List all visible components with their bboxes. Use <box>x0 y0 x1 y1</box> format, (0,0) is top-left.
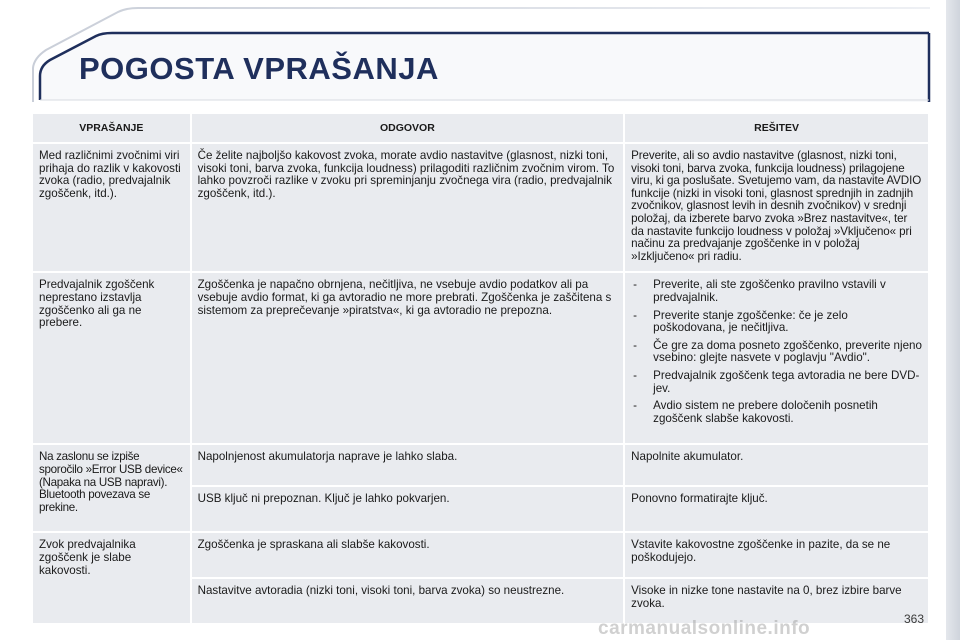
watermark: carmanualsonline.info <box>598 618 811 639</box>
list-item: - Predvajalnik zgoščenk tega avtoradia ne bere DVD-jev. <box>631 370 922 395</box>
solution-cell: Vstavite kakovostne zgoščenke in pazite, da se ne poškodujejo. <box>624 532 929 578</box>
question-cell: Predvajalnik zgoščenk neprestano izstavlja zgoščenko ali ga ne prebere. <box>32 272 191 444</box>
list-item: - Avdio sistem ne prebere določenih posnetih zgoščenk slabše kakovosti. <box>631 400 922 425</box>
solution-list <box>631 279 922 425</box>
answer-cell: Napolnjenost akumulatorja naprave je lahko slaba. <box>191 444 625 486</box>
table-header-row <box>32 113 929 143</box>
question-cell: Na zaslonu se izpiše sporočilo »Error USB device« (Napaka na USB napravi). Bluetooth povezava se prekine. <box>32 444 191 532</box>
answer-cell: Če želite najboljšo kakovost zvoka, morate avdio nastavitve (glasnost, nizki toni, visoki toni, barva zvoka, funkcija loudness) prilagoditi različnim zvočnim virom. To lahko povzroči razlike v zvoku pri spreminjanju zvočnega vira (radio, predvajalnik zgoščenk, itd.). <box>191 143 625 272</box>
solution-cell <box>624 272 929 444</box>
solution-cell: Visoke in nizke tone nastavite na 0, brez izbire barve zvoka. <box>624 578 929 624</box>
list-item: - Preverite stanje zgoščenke: če je zelo poškodovana, je nečitljiva. <box>631 310 922 335</box>
header-question: VPRAŠANJE <box>32 113 191 143</box>
header-answer: ODGOVOR <box>191 113 625 143</box>
solution-cell: Ponovno formatirajte ključ. <box>624 486 929 532</box>
table-row <box>32 444 929 486</box>
page-edge-strip <box>946 0 960 640</box>
solution-cell: Napolnite akumulator. <box>624 444 929 486</box>
answer-cell: USB ključ ni prepoznan. Ključ je lahko pokvarjen. <box>191 486 625 532</box>
question-cell: Zvok predvajalnika zgoščenk je slabe kakovosti. <box>32 532 191 624</box>
answer-cell: Zgoščenka je napačno obrnjena, nečitljiva, ne vsebuje avdio podatkov ali pa vsebuje avdio format, ki ga avtoradio ne more prebrati. Zgoščenka je zaščitena s sistemom za preprečevanje »piratstva«, ki ga avtoradio ne prepozna. <box>191 272 625 444</box>
answer-cell: Zgoščenka je spraskana ali slabše kakovosti. <box>191 532 625 578</box>
solution-cell: Preverite, ali so avdio nastavitve (glasnost, nizki toni, visoki toni, barva zvoka, funkcija loudness) prilagojene viru, ki ga poslušate. Svetujemo vam, da nastavite AVDIO funkcije (nizki in visoki toni, glasnost sprednjih in zadnjih zvočnikov, glasnost levih in desnih zvočnikov) v srednji položaj, da izberete barvo zvoka »Brez nastavitve«, ter da nastavite funkcijo loudness v položaj »Vključeno« pri načinu za predvajanje zgoščenke in v položaj »Izključeno« pri radiu. <box>624 143 929 272</box>
page-number: 363 <box>904 612 925 626</box>
list-item: - Preverite, ali ste zgoščenko pravilno vstavili v predvajalnik. <box>631 279 922 304</box>
answer-cell: Nastavitve avtoradia (nizki toni, visoki toni, barva zvoka) so neustrezne. <box>191 578 625 624</box>
header-solution: REŠITEV <box>624 113 929 143</box>
table-row <box>32 272 929 444</box>
table-row <box>32 143 929 272</box>
table-row <box>32 532 929 578</box>
question-cell: Med različnimi zvočnimi viri prihaja do razlik v kakovosti zvoka (radio, predvajalnik zgoščenk, itd.). <box>32 143 191 272</box>
faq-table <box>31 112 930 625</box>
list-item: - Če gre za doma posneto zgoščenko, preverite njeno vsebino: glejte nasvete v poglavju "Avdio". <box>631 340 922 365</box>
title-banner <box>0 0 936 112</box>
page-title: POGOSTA VPRAŠANJA <box>79 51 439 86</box>
